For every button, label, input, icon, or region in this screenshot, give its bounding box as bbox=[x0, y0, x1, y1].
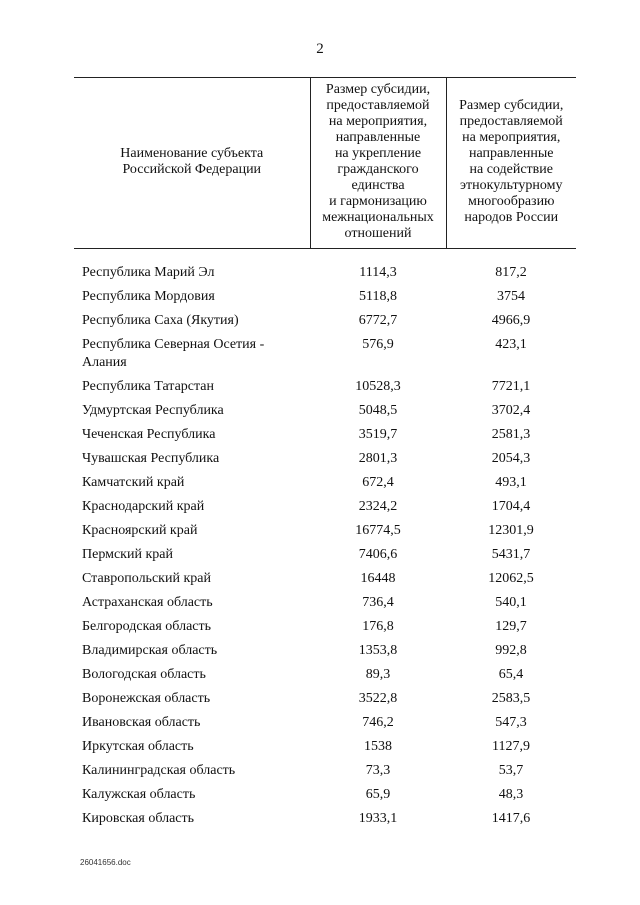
region-name-cell: Белгородская область bbox=[82, 619, 212, 634]
subsidy-civil-unity-cell: 1114,3 bbox=[359, 265, 397, 280]
table-row bbox=[74, 543, 576, 567]
table-row bbox=[74, 375, 576, 399]
subsidy-ethnocultural-cell: 547,3 bbox=[495, 715, 527, 730]
subsidy-civil-unity-cell: 2324,2 bbox=[358, 499, 398, 514]
subsidy-civil-unity-cell: 65,9 bbox=[365, 787, 391, 802]
subsidy-civil-unity-cell: 3522,8 bbox=[358, 691, 398, 706]
region-name-cell: Чеченская Республика bbox=[82, 427, 216, 442]
region-name-cell: Республика Северная Осетия - Алания bbox=[82, 337, 265, 370]
table-row bbox=[74, 735, 576, 759]
table-row bbox=[74, 639, 576, 663]
document-filename: 26041656.doc bbox=[80, 858, 131, 867]
subsidy-ethnocultural-cell: 3702,4 bbox=[491, 403, 531, 418]
region-name-cell: Чувашская Республика bbox=[82, 451, 220, 466]
subsidy-civil-unity-cell: 2801,3 bbox=[358, 451, 398, 466]
subsidy-civil-unity-cell: 16448 bbox=[360, 571, 396, 586]
subsidy-ethnocultural-cell: 2583,5 bbox=[491, 691, 531, 706]
subsidy-civil-unity-cell: 736,4 bbox=[362, 595, 394, 610]
subsidy-civil-unity-cell: 7406,6 bbox=[358, 547, 398, 562]
table-row bbox=[74, 759, 576, 783]
region-name-cell: Республика Мордовия bbox=[82, 289, 215, 304]
table-row bbox=[74, 807, 576, 831]
table-row bbox=[74, 615, 576, 639]
table-row bbox=[74, 591, 576, 615]
region-name-cell: Кировская область bbox=[82, 811, 195, 826]
subsidy-ethnocultural-cell: 2054,3 bbox=[491, 451, 531, 466]
table-header bbox=[74, 78, 576, 249]
region-name-cell: Вологодская область bbox=[82, 667, 206, 682]
subsidy-ethnocultural-cell: 817,2 bbox=[495, 265, 527, 280]
subsidy-ethnocultural-cell: 4966,9 bbox=[491, 313, 531, 328]
table-row bbox=[74, 567, 576, 591]
subsidy-ethnocultural-cell: 7721,1 bbox=[491, 379, 531, 394]
subsidy-civil-unity-cell: 5048,5 bbox=[358, 403, 398, 418]
table-row bbox=[74, 447, 576, 471]
table-row bbox=[74, 783, 576, 807]
region-name-cell: Воронежская область bbox=[82, 691, 211, 706]
subsidy-civil-unity-cell: 1538 bbox=[364, 739, 392, 754]
region-name-cell: Ставропольский край bbox=[82, 571, 211, 586]
region-name-cell: Калужская область bbox=[82, 787, 196, 802]
region-name-cell: Красноярский край bbox=[82, 523, 198, 538]
header-subsidy-ethnocultural: Размер субсидии, предоставляемой на мероприятия, направленные на содействие этнокультурному многообразию народов России bbox=[446, 78, 576, 249]
table-row bbox=[74, 423, 576, 447]
table-row bbox=[74, 309, 576, 333]
region-name-cell: Камчатский край bbox=[82, 475, 185, 490]
subsidy-ethnocultural-cell: 12062,5 bbox=[488, 571, 534, 586]
region-name-cell: Пермский край bbox=[82, 547, 173, 562]
region-name-cell: Калининградская область bbox=[82, 763, 236, 778]
table-row bbox=[74, 333, 576, 375]
region-name-cell: Республика Саха (Якутия) bbox=[82, 313, 239, 328]
region-name-cell: Удмуртская Республика bbox=[82, 403, 224, 418]
region-name-cell: Владимирская область bbox=[82, 643, 218, 658]
table-row bbox=[74, 711, 576, 735]
table-row bbox=[74, 471, 576, 495]
subsidy-table bbox=[74, 77, 576, 831]
subsidy-ethnocultural-cell: 48,3 bbox=[498, 787, 524, 802]
table-row bbox=[74, 663, 576, 687]
subsidy-ethnocultural-cell: 1417,6 bbox=[491, 811, 531, 826]
subsidy-civil-unity-cell: 5118,8 bbox=[359, 289, 397, 304]
subsidy-ethnocultural-cell: 3754 bbox=[497, 289, 525, 304]
table-row bbox=[74, 687, 576, 711]
region-name-cell: Ивановская область bbox=[82, 715, 201, 730]
subsidy-ethnocultural-cell: 2581,3 bbox=[491, 427, 531, 442]
subsidy-civil-unity-cell: 16774,5 bbox=[355, 523, 401, 538]
header-subsidy-civil-unity: Размер субсидии, предоставляемой на мероприятия, направленные на укрепление гражданского единства и гармонизацию межнациональных отношений bbox=[310, 78, 446, 249]
subsidy-ethnocultural-cell: 423,1 bbox=[495, 337, 527, 352]
subsidy-civil-unity-cell: 672,4 bbox=[362, 475, 394, 490]
subsidy-ethnocultural-cell: 129,7 bbox=[495, 619, 527, 634]
subsidy-ethnocultural-cell: 5431,7 bbox=[491, 547, 531, 562]
subsidy-civil-unity-cell: 73,3 bbox=[365, 763, 391, 778]
table-row bbox=[74, 261, 576, 285]
header-region-name: Наименование субъекта Российской Федерации bbox=[74, 78, 310, 249]
subsidy-ethnocultural-cell: 1704,4 bbox=[491, 499, 531, 514]
subsidy-ethnocultural-cell: 540,1 bbox=[495, 595, 527, 610]
page-number: 2 bbox=[316, 41, 324, 57]
subsidy-civil-unity-cell: 1933,1 bbox=[358, 811, 398, 826]
subsidy-civil-unity-cell: 1353,8 bbox=[358, 643, 398, 658]
subsidy-ethnocultural-cell: 1127,9 bbox=[492, 739, 530, 754]
table-row bbox=[74, 399, 576, 423]
subsidy-ethnocultural-cell: 53,7 bbox=[498, 763, 524, 778]
subsidy-ethnocultural-cell: 493,1 bbox=[495, 475, 527, 490]
subsidy-civil-unity-cell: 746,2 bbox=[362, 715, 394, 730]
subsidy-civil-unity-cell: 576,9 bbox=[362, 337, 394, 352]
table-row bbox=[74, 519, 576, 543]
subsidy-civil-unity-cell: 3519,7 bbox=[358, 427, 398, 442]
subsidy-civil-unity-cell: 6772,7 bbox=[358, 313, 398, 328]
region-name-cell: Республика Татарстан bbox=[82, 379, 215, 394]
subsidy-civil-unity-cell: 89,3 bbox=[365, 667, 391, 682]
region-name-cell: Иркутская область bbox=[82, 739, 194, 754]
table-row bbox=[74, 495, 576, 519]
region-name-cell: Республика Марий Эл bbox=[82, 265, 215, 280]
table-row bbox=[74, 285, 576, 309]
region-name-cell: Астраханская область bbox=[82, 595, 213, 610]
subsidy-ethnocultural-cell: 992,8 bbox=[495, 643, 527, 658]
subsidy-ethnocultural-cell: 12301,9 bbox=[488, 523, 534, 538]
subsidy-civil-unity-cell: 10528,3 bbox=[355, 379, 401, 394]
table-body bbox=[74, 249, 576, 832]
subsidy-civil-unity-cell: 176,8 bbox=[362, 619, 394, 634]
subsidy-ethnocultural-cell: 65,4 bbox=[498, 667, 524, 682]
region-name-cell: Краснодарский край bbox=[82, 499, 205, 514]
